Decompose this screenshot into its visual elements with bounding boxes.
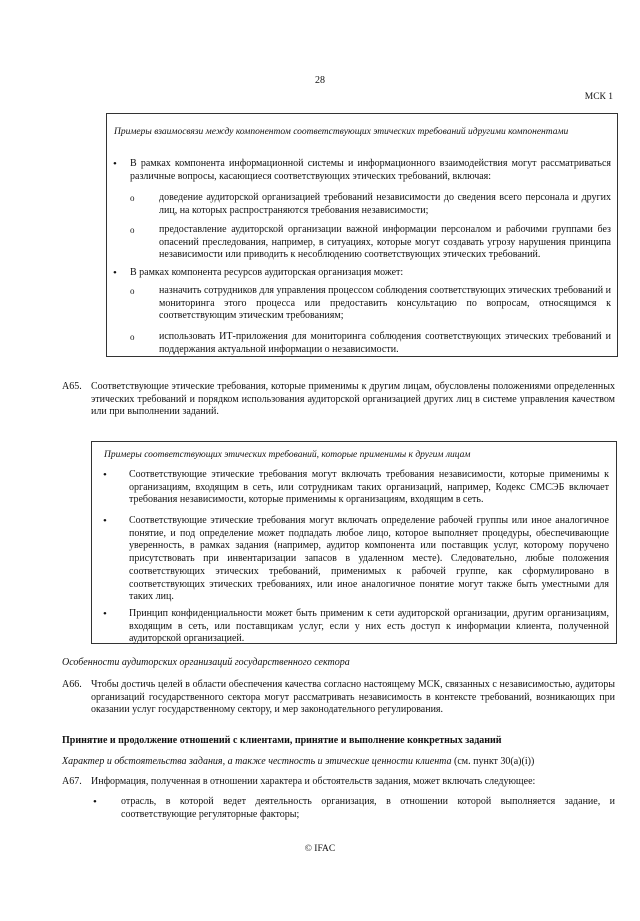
bullet-icon: •: [113, 158, 117, 170]
subheading: [62, 756, 622, 769]
circle-bullet-icon: o: [130, 286, 135, 296]
section-heading: Принятие и продолжение отношений с клиентами, принятие и выполнение конкретных заданий: [62, 735, 502, 746]
page-footer: © IFAC: [304, 844, 336, 854]
circle-bullet-icon: o: [130, 193, 135, 203]
box1-bullet-2: В рамках компонента ресурсов аудиторская организация может:: [130, 267, 404, 278]
paragraph-a66: Чтобы достичь целей в области обеспечения качества согласно настоящему МСК, связанных с независимостью, аудиторы организаций государственного сектора могут рассматривать независимость в контексте требований, возникающих при оказании услуг государственному сектору, и мер законодательного регулирования.: [91, 679, 615, 716]
document-code: МСК 1: [584, 92, 613, 102]
public-sector-heading: Особенности аудиторских организаций государственного сектора: [62, 657, 350, 668]
paragraph-label-a66: A66.: [62, 679, 82, 690]
box2-bullet-3: Принцип конфиденциальности может быть применим к сети аудиторской организации, другим организациям, входящим в сеть, или поставщикам услуг, если у них есть доступ к информации клиента, полученной аудиторской организацией.: [129, 608, 609, 645]
paragraph-label-a65: A65.: [62, 381, 82, 392]
circle-bullet-icon: o: [130, 332, 135, 342]
bullet-icon: •: [103, 608, 107, 620]
box1-sub-4: использовать ИТ-приложения для мониторинга соблюдения соответствующих этических требований и поддержания актуальной информации о независимости.: [159, 331, 611, 355]
box1-title: Примеры взаимосвязи между компонентом соответствующих этических требований идругими компонентами: [114, 127, 569, 137]
box1-sub-2: предоставление аудиторской организации важной информации персоналом и рабочими группами без опасений преследования, например, в ситуациях, которые могут создавать угрозу нарушения принципа независимости или приводить к несоблюдению соответствующих этических требований.: [159, 224, 611, 261]
bullet-icon: •: [103, 515, 107, 527]
subheading-italic: Характер и обстоятельства задания, а также честность и этические ценности клиента: [62, 756, 452, 767]
bullet-icon: •: [113, 267, 117, 279]
box1-sub-1: доведение аудиторской организацией требований независимости до сведения всего персонала и других лиц, на которых распространяются требования независимости;: [159, 192, 611, 216]
box1-bullet-1: В рамках компонента информационной системы и информационного взаимодействия могут рассматриваться различные вопросы, касающиеся соответствующих этических требований, включая:: [130, 158, 611, 182]
box1-sub-3: назначить сотрудников для управления процессом соблюдения соответствующих этических требований и мониторинга этого процесса или предоставить консультацию по вопросам, относящимся к соответствующим этическим требованиям;: [159, 285, 611, 322]
page-number: 28: [315, 75, 325, 86]
subheading-reference: (см. пункт 30(a)(i)): [451, 756, 535, 767]
paragraph-a67: Информация, полученная в отношении характера и обстоятельств задания, может включать следующее:: [91, 776, 536, 787]
bullet-icon: •: [103, 469, 107, 481]
a67-bullet-1: отрасль, в которой ведет деятельность организация, в отношении которой выполняется задание, и соответствующие регуляторные факторы;: [121, 796, 615, 820]
box2-title: Примеры соответствующих этических требований, которые применимы к другим лицам: [104, 450, 471, 460]
box2-bullet-2: Соответствующие этические требования могут включать определение рабочей группы или иное аналогичное понятие, и под определение может подпадать любое лицо, которое выполняет процедуры, обеспечивающие уверенность, в рамках задания (например, аудитор компонента или поставщик услуг, которому поручено присутствовать при инвентаризации запасов в удаленном месте). Следовательно, любые положения соответствующих этических требований, применимых к рабочей группе, как сформулировано в соответствующих этических требованиях, или иное аналогичное понятие могут также быть уместными для таких лиц.: [129, 515, 609, 603]
paragraph-label-a67: A67.: [62, 776, 82, 787]
bullet-icon: •: [93, 796, 97, 808]
box2-bullet-1: Соответствующие этические требования могут включать требования независимости, которые применимы к организациям, входящим в сеть, или сотрудникам таких организаций, например, Кодекс СМСЭБ включает требования независимости, которые применимы к организациям, входящим в сеть.: [129, 469, 609, 506]
circle-bullet-icon: o: [130, 225, 135, 235]
paragraph-a65: Соответствующие этические требования, которые применимы к другим лицам, обусловлены положениями определенных этических требований и порядком использования аудиторской организацией других лиц в системе управления качеством или при выполнении заданий.: [91, 381, 615, 418]
